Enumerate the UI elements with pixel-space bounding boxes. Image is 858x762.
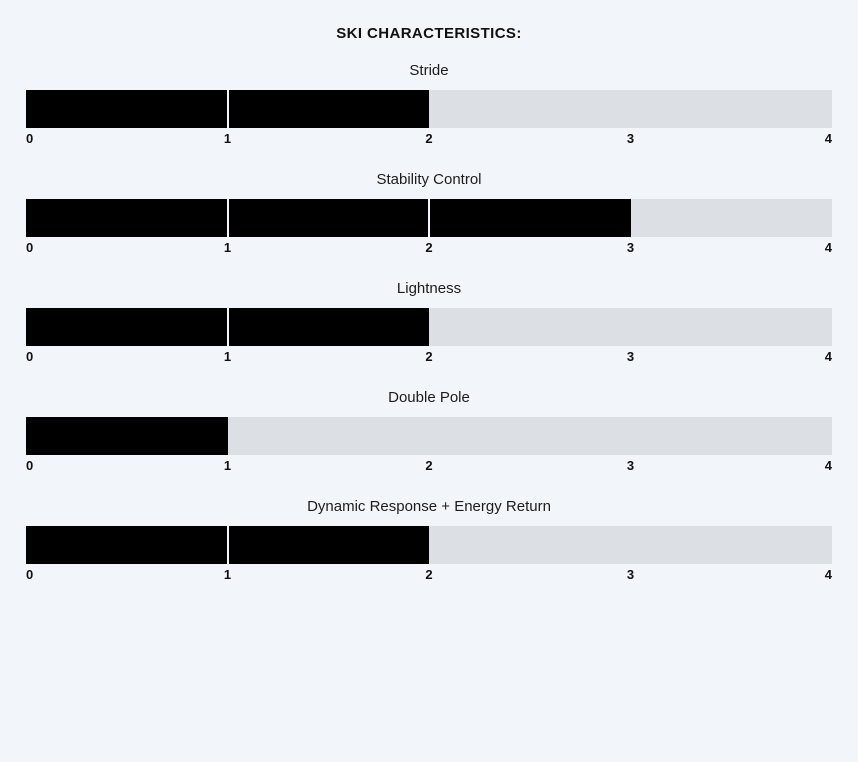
axis-ticks: [26, 240, 832, 262]
axis-tick-label: 4: [824, 567, 832, 582]
axis-ticks: [26, 131, 832, 153]
metric-label: Lightness: [396, 280, 462, 297]
axis-tick-label: 2: [425, 240, 433, 255]
bar-fill: [26, 417, 228, 455]
bar-segment-divider: [227, 90, 229, 128]
metric-list: [26, 62, 832, 589]
axis-tick-label: 0: [26, 131, 34, 146]
metric-row: [26, 389, 832, 480]
metric-label: Stability Control: [376, 171, 482, 188]
metric-row: [26, 280, 832, 371]
axis-tick-label: 1: [223, 567, 232, 582]
metric-label: Dynamic Response + Energy Return: [307, 498, 551, 515]
bar-fill: [26, 199, 631, 237]
axis-tick-label: 3: [626, 131, 635, 146]
metric-row: [26, 62, 832, 153]
axis-tick-label: 1: [223, 131, 232, 146]
metric-label: Double Pole: [388, 389, 470, 406]
bar-segment-divider: [428, 199, 430, 237]
page-title: SKI CHARACTERISTICS:: [336, 25, 522, 42]
metric-label: Stride: [409, 62, 449, 79]
axis-tick-label: 4: [824, 131, 832, 146]
axis-tick-label: 0: [26, 349, 34, 364]
axis-tick-label: 4: [824, 458, 832, 473]
bar-track: [26, 90, 832, 128]
axis-tick-label: 0: [26, 567, 34, 582]
bar-segment-divider: [227, 199, 229, 237]
axis-tick-label: 1: [223, 349, 232, 364]
axis-tick-label: 0: [26, 458, 34, 473]
metric-row: [26, 498, 832, 589]
bar-segment-divider: [227, 526, 229, 564]
axis-tick-label: 1: [223, 458, 232, 473]
axis-ticks: [26, 567, 832, 589]
bar-track: [26, 308, 832, 346]
axis-tick-label: 2: [425, 131, 433, 146]
axis-tick-label: 3: [626, 349, 635, 364]
metric-row: [26, 171, 832, 262]
axis-tick-label: 3: [626, 567, 635, 582]
bar-track: [26, 417, 832, 455]
axis-tick-label: 2: [425, 458, 433, 473]
axis-tick-label: 1: [223, 240, 232, 255]
axis-tick-label: 3: [626, 458, 635, 473]
axis-tick-label: 0: [26, 240, 34, 255]
axis-tick-label: 4: [824, 349, 832, 364]
axis-ticks: [26, 349, 832, 371]
axis-tick-label: 2: [425, 349, 433, 364]
axis-ticks: [26, 458, 832, 480]
bar-track: [26, 526, 832, 564]
axis-tick-label: 4: [824, 240, 832, 255]
axis-tick-label: 3: [626, 240, 635, 255]
axis-tick-label: 2: [425, 567, 433, 582]
bar-segment-divider: [227, 308, 229, 346]
bar-track: [26, 199, 832, 237]
